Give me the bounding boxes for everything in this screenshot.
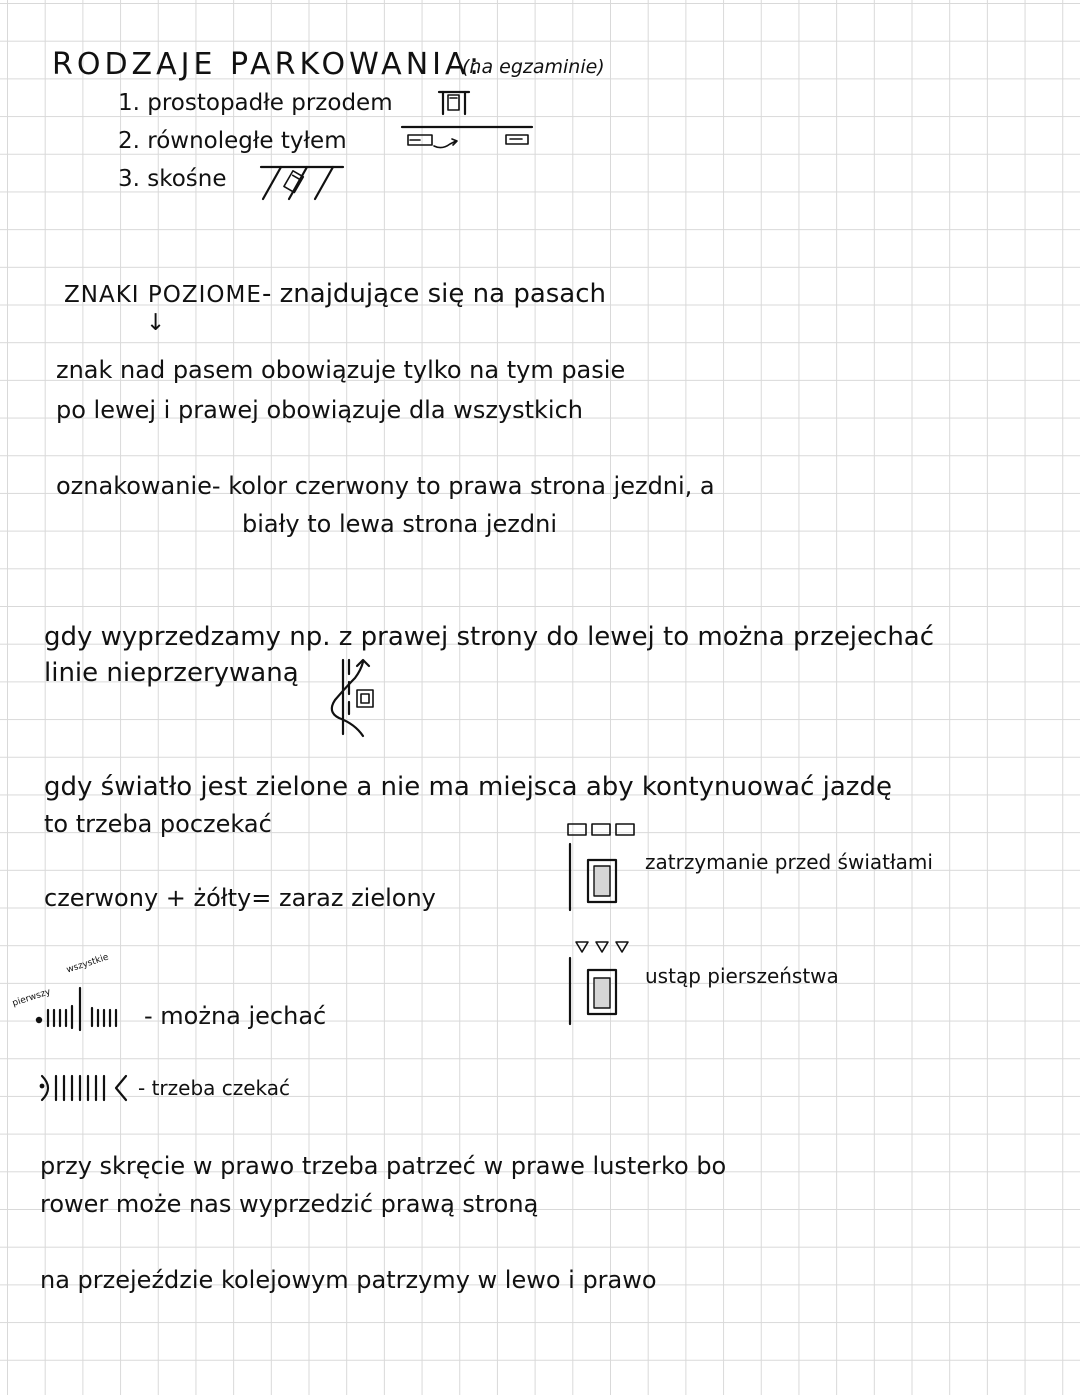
green-light-line-1: gdy światło jest zielone a nie ma miejsca aby kontynuować jazdę	[44, 772, 892, 802]
parallel-parking-sketch	[400, 122, 534, 154]
right-turn-line-1: przy skręcie w prawo trzeba patrzeć w prawe lusterko bo	[40, 1152, 727, 1180]
yield-sketch	[562, 936, 642, 1028]
parking-exam-note: (na egzaminie)	[462, 56, 605, 78]
perpendicular-parking-sketch	[437, 89, 471, 117]
overtaking-maneuver-sketch	[325, 654, 385, 740]
stop-before-lights-sketch	[562, 818, 642, 914]
railway-crossing-line: na przejeździe kolejowym patrzymy w lewo i prawo	[40, 1266, 657, 1294]
marking-line-1: oznakowanie- kolor czerwony to prawa strona jezdni, a	[56, 472, 715, 500]
signal-must-wait-sketch	[36, 1068, 136, 1108]
horizontal-signs-description: - znajdujące się na pasach	[262, 279, 607, 309]
sign-over-lane-line: znak nad pasem obowiązuje tylko na tym pasie	[56, 356, 626, 384]
stop-before-lights-label: zatrzymanie przed światłami	[645, 850, 933, 874]
angled-parking-sketch	[257, 163, 347, 203]
first-label: pierwszy	[11, 987, 52, 1009]
signal-can-go-sketch	[34, 984, 134, 1034]
sign-left-right-line: po lewej i prawej obowiązuje dla wszystkich	[56, 396, 584, 424]
overtaking-line-1: gdy wyprzedzamy np. z prawej strony do lewej to można przejechać	[44, 622, 935, 652]
right-turn-line-2: rower może nas wyprzedzić prawą stroną	[40, 1190, 539, 1218]
down-arrow-icon: ↓	[146, 310, 166, 336]
red-yellow-rule: czerwony + żółty= zaraz zielony	[44, 884, 436, 912]
marking-line-2: biały to lewa strona jezdni	[242, 510, 558, 538]
parking-item-perpendicular: 1. prostopadłe przodem	[118, 90, 393, 116]
yield-label: ustąp pierszeństwa	[645, 964, 839, 988]
all-label: wszystkie	[65, 952, 110, 976]
parking-item-angled: 3. skośne	[118, 166, 227, 192]
parking-item-parallel: 2. równoległe tyłem	[118, 128, 347, 154]
must-wait-label: - trzeba czekać	[138, 1076, 291, 1100]
horizontal-signs-heading: ZNAKI POZIOME	[64, 282, 262, 308]
parking-title: RODZAJE PARKOWANIA:	[52, 47, 484, 82]
green-light-line-2: to trzeba poczekać	[44, 810, 272, 838]
overtaking-line-2: linie nieprzerywaną	[44, 658, 299, 688]
can-go-label: - można jechać	[144, 1002, 327, 1030]
